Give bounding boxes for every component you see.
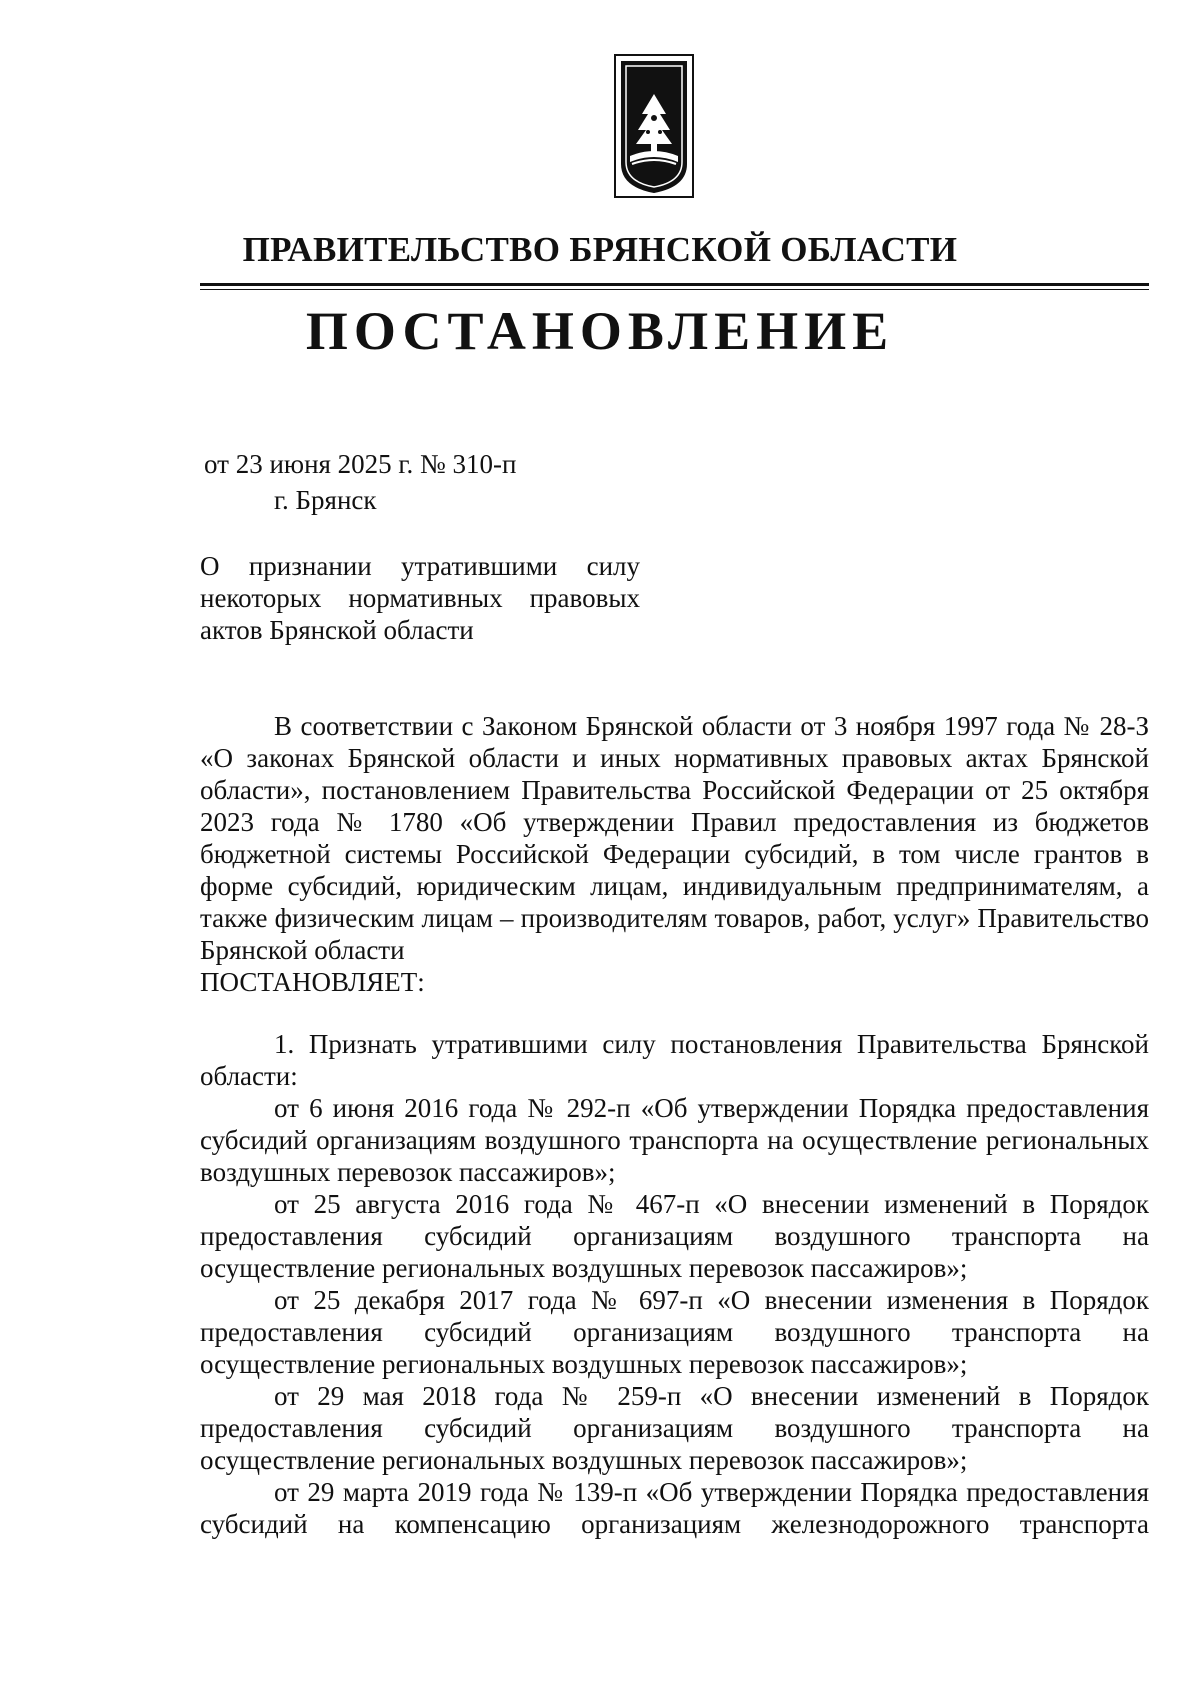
header-rule-thick [200, 283, 1149, 286]
clause-1-intro: 1. Признать утратившими силу постановления Правительства Брянской области: [200, 1029, 1149, 1091]
document-date-number: от 23 июня 2025 г. № 310-п [204, 449, 517, 479]
document-city: г. Брянск [274, 485, 377, 515]
clause-1-item: от 6 июня 2016 года № 292-п «Об утверждении Порядка предоставления субсидий организациям воздушного транспорта на осуществление региональных воздушных перевозок пассажиров»; [200, 1093, 1149, 1187]
resolves-label: ПОСТАНОВЛЯЕТ: [200, 967, 425, 997]
government-title: ПРАВИТЕЛЬСТВО БРЯНСКОЙ ОБЛАСТИ [242, 230, 958, 269]
preamble-paragraph: В соответствии с Законом Брянской области от 3 ноября 1997 года № 28-З «О законах Брянской области и иных нормативных правовых актах Брянской области», постановлением Правительства Российской Федерации от 25 октября 2023 года № 1780 «Об утверждении Правил предоставления из бюджетов бюджетной системы Российской Федерации субсидий, в том числе грантов в форме субсидий, юридическим лицам, индивидуальным предпринимателям, а также физическим лицам – производителям товаров, работ, услуг» Правительство Брянской области [200, 711, 1149, 965]
clause-1-item: от 29 марта 2019 года № 139-п «Об утверждении Порядка предоставления субсидий на компенсацию организациям железнодорожного транспорта [200, 1477, 1149, 1539]
subject-line: некоторых нормативных правовых [200, 583, 640, 613]
header-rule-thin [200, 289, 1149, 290]
clause-1-item: от 25 декабря 2017 года № 697-п «О внесении изменения в Порядок предоставления субсидий организациям воздушного транспорта на осуществление региональных воздушных перевозок пассажиров»; [200, 1285, 1149, 1379]
clause-1-item: от 25 августа 2016 года № 467-п «О внесении изменений в Порядок предоставления субсидий организациям воздушного транспорта на осуществление региональных воздушных перевозок пассажиров»; [200, 1189, 1149, 1283]
subject-line: актов Брянской области [200, 615, 474, 645]
paragraph-gap [200, 998, 1149, 1028]
document-body [200, 710, 1149, 1540]
bryansk-coat-of-arms-icon [614, 54, 694, 198]
document-subject [200, 550, 640, 646]
subject-line: О признании утратившими силу [200, 551, 640, 581]
document-type-title: ПОСТАНОВЛЕНИЕ [305, 301, 895, 361]
clause-1-item: от 29 мая 2018 года № 259-п «О внесении изменений в Порядок предоставления субсидий организациям воздушного транспорта на осуществление региональных воздушных перевозок пассажиров»; [200, 1381, 1149, 1475]
